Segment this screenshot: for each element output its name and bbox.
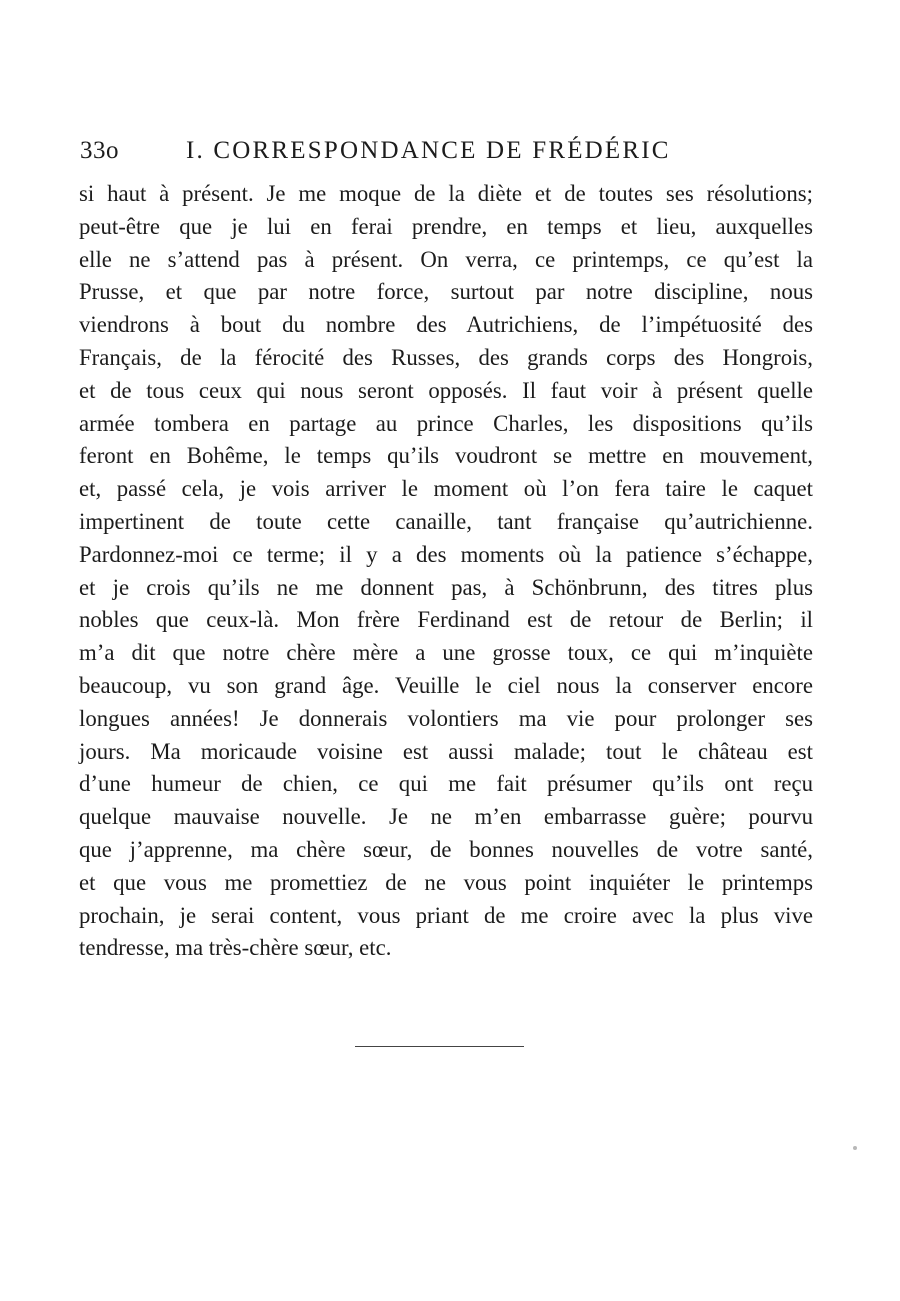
text-line: Pardonnez-moi ce terme; il y a des moments où la patience s’échappe, — [79, 541, 813, 567]
text-line: beaucoup, vu son grand âge. Veuille le ciel nous la conserver encore — [79, 672, 813, 698]
text-line: et, passé cela, je vois arriver le moment où l’on fera taire le caquet — [79, 476, 813, 502]
text-line: quelque mauvaise nouvelle. Je ne m’en embarrasse guère; pourvu — [79, 804, 813, 830]
text-line: et que vous me promettiez de ne vous point inquiéter le printemps — [79, 869, 813, 895]
text-line: prochain, je serai content, vous priant de me croire avec la plus vive — [79, 902, 813, 928]
text-line: armée tombera en partage au prince Charles, les dispositions qu’ils — [79, 410, 813, 436]
end-rule-divider — [355, 1046, 524, 1047]
text-line: longues années! Je donnerais volontiers ma vie pour prolonger ses — [79, 705, 813, 731]
text-line-last: tendresse, ma très-chère sœur, etc. — [79, 935, 392, 961]
paper-speck — [853, 1146, 857, 1150]
text-line: et je crois qu’ils ne me donnent pas, à Schönbrunn, des titres plus — [79, 574, 813, 600]
text-line: peut-être que je lui en ferai prendre, en temps et lieu, auxquelles — [79, 213, 813, 239]
text-line: si haut à présent. Je me moque de la diète et de toutes ses résolutions; — [79, 181, 813, 206]
text-line: que j’apprenne, ma chère sœur, de bonnes nouvelles de votre santé, — [79, 836, 813, 862]
text-line: elle ne s’attend pas à présent. On verra, ce printemps, ce qu’est la — [79, 246, 813, 272]
text-line: jours. Ma moricaude voisine est aussi malade; tout le château est — [79, 738, 813, 764]
text-line: et de tous ceux qui nous seront opposés. Il faut voir à présent quelle — [79, 377, 813, 403]
text-line: Prusse, et que par notre force, surtout par notre discipline, nous — [79, 279, 813, 305]
text-line: d’une humeur de chien, ce qui me fait présumer qu’ils ont reçu — [79, 771, 813, 797]
text-line: impertinent de toute cette canaille, tant française qu’autrichienne. — [79, 508, 813, 534]
running-title: I. CORRESPONDANCE DE FRÉDÉRIC — [186, 137, 671, 164]
text-line: m’a dit que notre chère mère a une grosse toux, ce qui m’inquiète — [79, 640, 813, 666]
running-head — [80, 134, 820, 168]
page-number: 33o — [80, 137, 119, 164]
text-line: viendrons à bout du nombre des Autrichiens, de l’impétuosité des — [79, 312, 813, 338]
text-line: nobles que ceux-là. Mon frère Ferdinand est de retour de Berlin; il — [79, 607, 813, 633]
text-line: Français, de la férocité des Russes, des grands corps des Hongrois, — [79, 344, 813, 370]
text-line: feront en Bohême, le temps qu’ils voudront se mettre en mouvement, — [79, 443, 813, 469]
letter-text — [79, 178, 813, 965]
